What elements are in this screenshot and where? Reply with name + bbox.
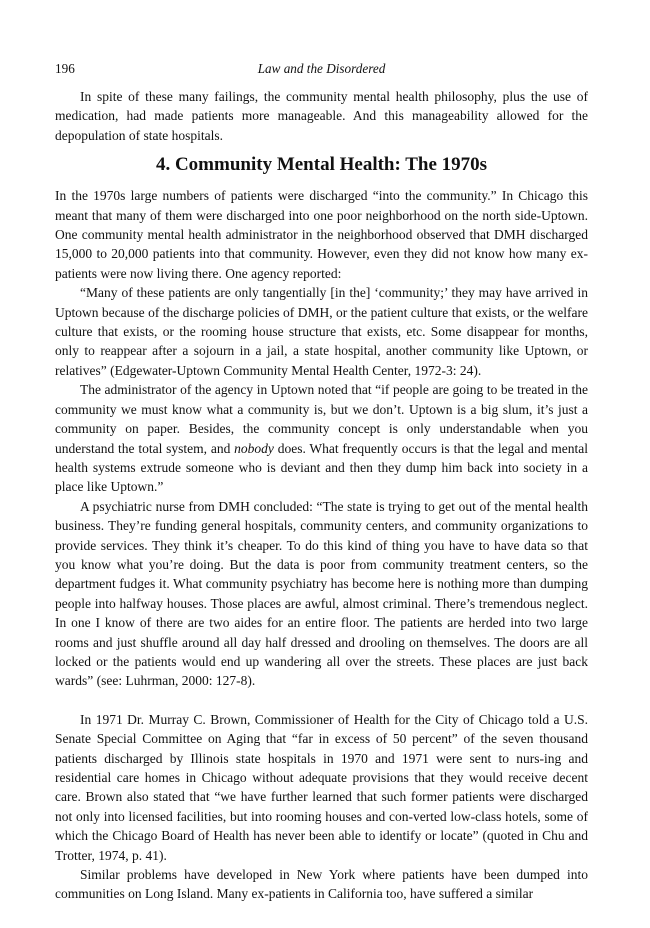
paragraph-text: In 1971 Dr. Murray C. Brown, Commissioner of Health for the City of Chicago told a U.S. Senate Special Committee on Aging that “far in excess of 50 percent” of the seven thousand patients discharged by Illinois state hospitals in 1970 and 1971 were sent to nurs-ing and residential care homes in Chicago without adequate provisions that they would receive decent care. Brown also stated that “we have further learned that such former patients were discharged not only into licensed facilities, but into rooming houses and con-verted low-class hotels, some of which the Chicago Board of Health has never been able to identify or locate” (quoted in Chu and Trotter, 1974, p. 41). <box>55 711 588 863</box>
body-paragraph-4 <box>55 497 588 691</box>
paragraph-text: “Many of these patients are only tangentially [in the] ‘community;’ they may have arrived in Uptown because of the discharge policies of DMH, or the patient culture that exists, or the welfare culture that exists, or the rooming house structure that exists, etc. Some disappear for months, only to reappear after a sojourn in a jail, a state hospital, another community like Uptown, or relatives” (Edgewater-Uptown Community Mental Health Center, 1972-3: 24). <box>55 285 588 378</box>
emphasis-text: nobody <box>234 440 274 456</box>
body-paragraph-5 <box>55 710 588 865</box>
running-header <box>55 58 588 80</box>
section-heading: 4. Community Mental Health: The 1970s <box>155 154 488 176</box>
page-number: 196 <box>55 61 75 76</box>
paragraph-gap <box>55 691 588 710</box>
paragraph-text: The administrator of the agency in Uptown noted that “if people are going to be treated in the community we must know what a community is, but we don’t. Uptown is a big slum, it’s just a community on paper. Besides, the community concept is only understandable when you understand the total system, and <box>55 382 588 456</box>
paragraph-text: In the 1970s large numbers of patients were discharged “into the community.” In Chicago this meant that many of them were discharged into one poor neighborhood on the north side-Uptown. One community mental health administrator in the neighborhood observed that DMH discharged 15,000 to 20,000 patients into that community. However, even they did not know how many ex-patients were now living there. One agency reported: <box>55 188 588 281</box>
paragraph-text: A psychiatric nurse from DMH concluded: “The state is trying to get out of the mental health business. They’re funding general hospitals, community centers, and community organizations to provide services. They think it’s cheaper. To do this kind of thing you have to have data so that you know what you’re doing. But the data is poor from community treatment centers, so the department fudges it. What community psychiatry has become here is nothing more than dumping people into halfway houses. Those places are awful, almost criminal. There’s tremendous neglect. In one I know of there are two aides for an entire floor. The patients are herded into two large rooms and just shuffle around all day half dressed and drooling on themselves. The doors are all locked or the patients would end up wandering all over the streets. These places are just back wards” (see: Luhrman, 2000: 127-8). <box>55 498 588 689</box>
page-content <box>55 58 588 904</box>
paragraph-text: does. What frequently occurs is that the legal and mental health systems extrude someone who is deviant and then they dump him back into society in a place like Uptown.” <box>55 440 588 495</box>
running-title: Law and the Disordered <box>257 61 386 76</box>
body-paragraph-3 <box>55 380 588 496</box>
paragraph-text: Similar problems have developed in New York where patients have been dumped into communities on Long Island. Many ex-patients in California too, have suffered a similar <box>55 867 588 902</box>
body-paragraph-1 <box>55 186 588 283</box>
body-paragraph-6 <box>55 865 588 904</box>
intro-paragraph: In spite of these many failings, the community mental health philosophy, plus the use of medication, had made patients more manageable. And this manageability allowed for the depopulation of state hospitals. <box>55 89 588 143</box>
block-quote-paragraph <box>55 283 588 380</box>
